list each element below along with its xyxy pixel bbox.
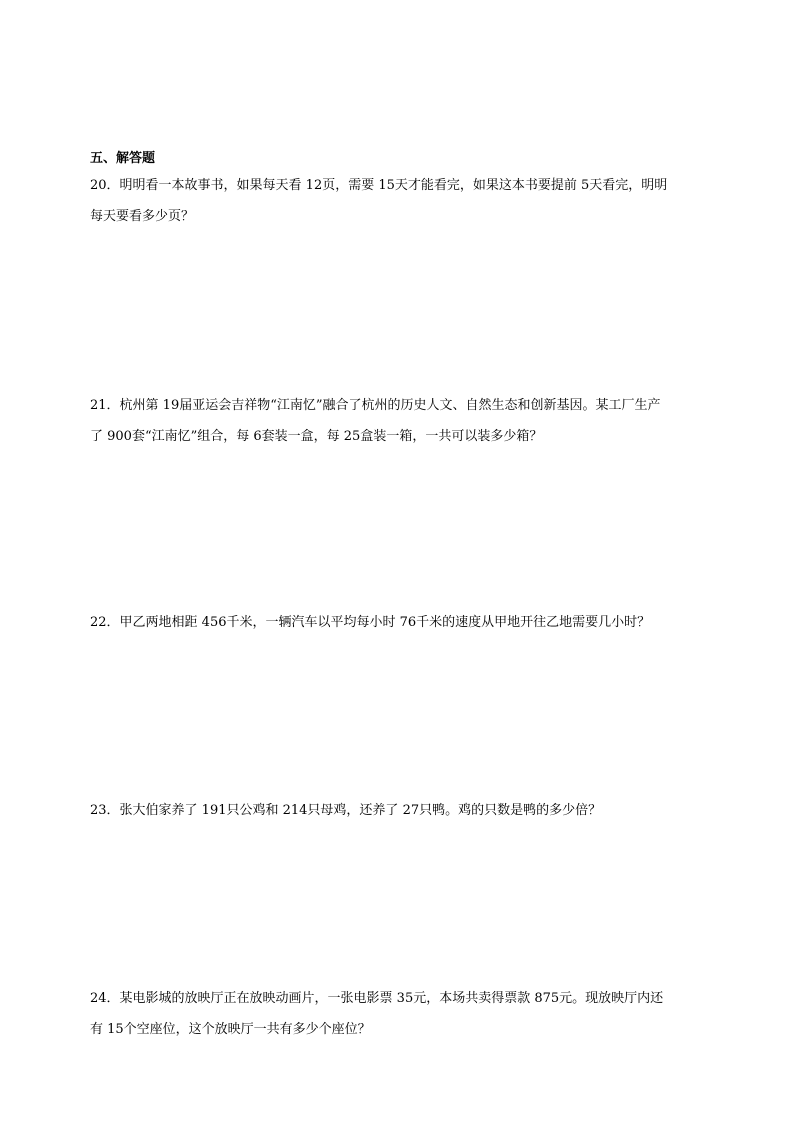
question-text-line: 24．某电影城的放映厅正在放映动画片，一张电影票 35元，本场共卖得票款 875元。现放映厅内还 — [90, 991, 664, 1006]
section-title: 五、解答题 — [90, 151, 156, 166]
question-23 — [90, 795, 715, 826]
question-text-line: 22．甲乙两地相距 456千米，一辆汽车以平均每小时 76千米的速度从甲地开往乙地需要几小时？ — [90, 615, 651, 630]
question-20 — [90, 170, 715, 232]
question-text-line: 20．明明看一本故事书，如果每天看 12页，需要 15天才能看完，如果这本书要提前 5天看完，明明 — [90, 178, 668, 193]
question-text-line: 每天要看多少页？ — [90, 209, 195, 224]
question-text-line: 23．张大伯家养了 191只公鸡和 214只母鸡，还养了 27只鸭。鸡的只数是鸭的多少倍？ — [90, 803, 602, 818]
question-text-line: 了 900套“江南忆”组合，每 6套装一盒，每 25盒装一箱，一共可以装多少箱？ — [90, 429, 543, 444]
question-21 — [90, 390, 715, 452]
question-text-line: 21．杭州第 19届亚运会吉祥物“江南忆”融合了杭州的历史人文、自然生态和创新基因。某工厂生产 — [90, 398, 661, 413]
question-22 — [90, 607, 715, 638]
question-24 — [90, 983, 715, 1045]
question-text-line: 有 15个空座位，这个放映厅一共有多少个座位？ — [90, 1022, 371, 1037]
